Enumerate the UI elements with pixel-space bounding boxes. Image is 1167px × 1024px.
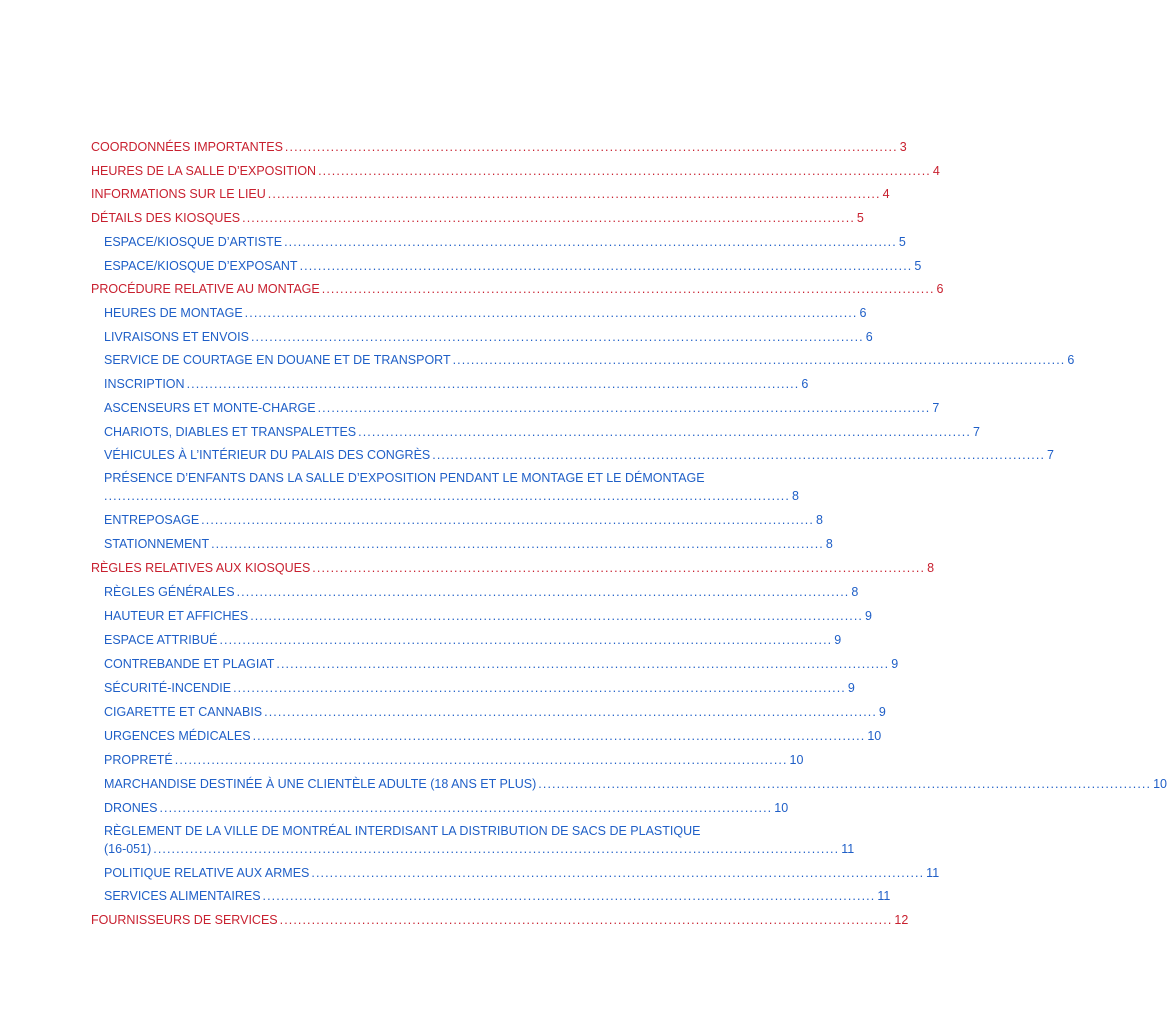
toc-entry-title: PROPRETÉ <box>104 753 173 767</box>
dot-leader: ...................................................................................................................................... <box>276 657 890 671</box>
toc-entry-title: SERVICE DE COURTAGE EN DOUANE ET DE TRANSPORT <box>104 353 451 367</box>
toc-entry-title: DÉTAILS DES KIOSQUES <box>91 211 241 225</box>
dot-leader: ...................................................................................................................................... <box>264 705 877 719</box>
dot-leader: ...................................................................................................................................... <box>262 889 876 903</box>
toc-entry-title: CHARIOTS, DIABLES ET TRANSPALETTES <box>104 425 357 439</box>
toc-entry-coordonnees[interactable] <box>91 139 907 156</box>
toc-entry-page: 4 <box>932 164 940 178</box>
toc-entry-page: 8 <box>927 561 935 575</box>
toc-entry-title: POLITIQUE RELATIVE AUX ARMES <box>104 866 310 880</box>
toc-entry-title: COORDONNÉES IMPORTANTES <box>91 140 283 154</box>
dot-leader: ...................................................................................................................................... <box>244 306 858 320</box>
toc-entry-page: 12 <box>894 913 909 927</box>
toc-entry-title: RÈGLES GÉNÉRALES <box>104 585 235 599</box>
toc-entry-title: INSCRIPTION <box>104 377 185 391</box>
toc-entry-page: 6 <box>865 330 873 344</box>
dot-leader: ...................................................................................................................................... <box>311 866 925 880</box>
toc-entry-espace-attribue[interactable] <box>104 632 842 649</box>
toc-entry-title: SÉCURITÉ-INCENDIE <box>104 681 232 695</box>
toc-entry-cigarette-cannabis[interactable] <box>104 704 886 721</box>
toc-entry-page: 7 <box>972 425 980 439</box>
toc-entry-livraisons[interactable] <box>104 329 873 346</box>
toc-entry-title: DRONES <box>104 801 158 815</box>
toc-entry-title: LIVRAISONS ET ENVOIS <box>104 330 249 344</box>
toc-entry-page: 6 <box>936 282 944 296</box>
toc-entry-page: 9 <box>878 705 886 719</box>
toc-entry-page: 5 <box>856 211 864 225</box>
toc-entry-inscription[interactable] <box>104 376 809 393</box>
dot-leader: ...................................................................................................................................... <box>312 561 926 575</box>
dot-leader: ...................................................................................................................................... <box>321 282 935 296</box>
dot-leader: ...................................................................................................................................... <box>242 211 855 225</box>
toc-entry-title: ENTREPOSAGE <box>104 513 200 527</box>
toc-entry-title: RÈGLES RELATIVES AUX KIOSQUES <box>91 561 311 575</box>
toc-entry-entreposage[interactable] <box>104 512 823 529</box>
toc-entry-heures-montage[interactable] <box>104 305 867 322</box>
toc-entry-page: 8 <box>791 489 799 503</box>
toc-entry-services-alimentaires[interactable] <box>104 888 891 905</box>
toc-entry-regles-generales[interactable] <box>104 584 859 601</box>
toc-entry-stationnement[interactable] <box>104 536 833 553</box>
toc-entry-title-continued: (16-051) <box>104 842 152 856</box>
toc-entry-title: HEURES DE LA SALLE D’EXPOSITION <box>91 164 317 178</box>
toc-entry-reglement-montreal[interactable] <box>104 823 855 858</box>
toc-entry-page: 10 <box>1153 777 1167 791</box>
toc-entry-marchandise-adulte[interactable] <box>104 776 1167 793</box>
dot-leader: ...................................................................................................................................... <box>284 140 898 154</box>
toc-entry-espace-exposant[interactable] <box>104 258 922 275</box>
toc-entry-title: VÉHICULES À L’INTÉRIEUR DU PALAIS DES CONGRÈS <box>104 448 431 462</box>
toc-entry-title: ESPACE/KIOSQUE D’ARTISTE <box>104 235 283 249</box>
toc-entry-title: RÈGLEMENT DE LA VILLE DE MONTRÉAL INTERDISANT LA DISTRIBUTION DE SACS DE PLASTIQUE <box>104 824 701 838</box>
toc-entry-page: 9 <box>847 681 855 695</box>
toc-entry-title: PRÉSENCE D’ENFANTS DANS LA SALLE D’EXPOSITION PENDANT LE MONTAGE ET LE DÉMONTAGE <box>104 471 705 485</box>
toc-entry-page: 5 <box>914 259 922 273</box>
dot-leader: ...................................................................................................................................... <box>250 330 864 344</box>
dot-leader: ...................................................................................................................................... <box>432 448 1046 462</box>
toc-entry-page: 10 <box>774 801 789 815</box>
dot-leader: ...................................................................................................................................... <box>267 187 881 201</box>
dot-leader: ...................................................................................................................................... <box>252 729 866 743</box>
toc-entry-page: 6 <box>801 377 809 391</box>
toc-entry-title: CIGARETTE ET CANNABIS <box>104 705 263 719</box>
toc-entry-page: 7 <box>1047 448 1054 462</box>
toc-entry-title: HEURES DE MONTAGE <box>104 306 243 320</box>
toc-entry-title: FOURNISSEURS DE SERVICES <box>91 913 278 927</box>
dot-leader: ...................................................................................................................................... <box>284 235 897 249</box>
toc-entry-page: 4 <box>882 187 890 201</box>
toc-entry-title: HAUTEUR ET AFFICHES <box>104 609 249 623</box>
toc-entry-proprete[interactable] <box>104 752 804 769</box>
toc-entry-page: 11 <box>841 842 855 856</box>
toc-entry-courtage[interactable] <box>104 352 1075 369</box>
toc-entry-page: 3 <box>899 140 907 154</box>
dot-leader: ...................................................................................................................................... <box>211 537 824 551</box>
toc-entry-chariots[interactable] <box>104 424 980 441</box>
dot-leader: ...................................................................................................................................... <box>201 513 814 527</box>
toc-entry-heures-salle[interactable] <box>91 163 940 180</box>
toc-entry-urgences-medicales[interactable] <box>104 728 882 745</box>
toc-entry-title: ESPACE ATTRIBUÉ <box>104 633 218 647</box>
toc-entry-page: 6 <box>859 306 867 320</box>
toc-entry-contrebande[interactable] <box>104 656 899 673</box>
toc-entry-page: 8 <box>825 537 833 551</box>
toc-entry-page: 11 <box>926 866 940 880</box>
dot-leader: ...................................................................................................................................... <box>299 259 913 273</box>
dot-leader: ...................................................................................................................................... <box>236 585 850 599</box>
toc-entry-page: 8 <box>815 513 823 527</box>
toc-entry-page: 6 <box>1067 353 1075 367</box>
toc-entry-fournisseurs[interactable] <box>91 912 909 929</box>
toc-entry-title: INFORMATIONS SUR LE LIEU <box>91 187 266 201</box>
toc-entry-page: 5 <box>898 235 906 249</box>
toc-entry-title: URGENCES MÉDICALES <box>104 729 251 743</box>
toc-entry-title: STATIONNEMENT <box>104 537 210 551</box>
dot-leader: ...................................................................................................................................... <box>358 425 971 439</box>
toc-entry-page: 9 <box>865 609 872 623</box>
toc-entry-details-kiosques[interactable] <box>91 210 864 227</box>
dot-leader: ...................................................................................................................................... <box>318 164 931 178</box>
dot-leader: ...................................................................................................................................... <box>174 753 788 767</box>
toc-entry-espace-artiste[interactable] <box>104 234 906 251</box>
toc-entry-securite-incendie[interactable] <box>104 680 855 697</box>
toc-entry-page: 10 <box>789 753 804 767</box>
toc-entry-hauteur-affiches[interactable] <box>104 608 872 625</box>
dot-leader: ...................................................................................................................................... <box>538 777 1152 791</box>
toc-entry-title: ESPACE/KIOSQUE D’EXPOSANT <box>104 259 298 273</box>
toc-entry-informations-lieu[interactable] <box>91 186 890 203</box>
toc-entry-title: CONTREBANDE ET PLAGIAT <box>104 657 275 671</box>
toc-entry-regles-kiosques[interactable] <box>91 560 935 577</box>
toc-entry-procedure-montage[interactable] <box>91 281 944 298</box>
toc-entry-politique-armes[interactable] <box>104 865 940 882</box>
dot-leader: ...................................................................................................................................... <box>279 913 893 927</box>
dot-leader: ...................................................................................................................................................... <box>104 489 790 503</box>
dot-leader: ...................................................................................................................................... <box>186 377 800 391</box>
toc-entry-ascenseurs[interactable] <box>104 400 940 417</box>
toc-entry-drones[interactable] <box>104 800 789 817</box>
toc-entry-page: 8 <box>851 585 859 599</box>
dot-leader: ...................................................................................................................................... <box>233 681 846 695</box>
toc-entry-presence-enfants[interactable] <box>104 470 799 505</box>
toc-entry-title: PROCÉDURE RELATIVE AU MONTAGE <box>91 282 320 296</box>
toc-entry-vehicules[interactable] <box>104 447 1054 464</box>
toc-entry-page: 9 <box>891 657 899 671</box>
toc-entry-title: ASCENSEURS ET MONTE-CHARGE <box>104 401 316 415</box>
toc-entry-page: 9 <box>834 633 842 647</box>
toc-entry-page: 11 <box>877 889 891 903</box>
dot-leader: ...................................................................................................................................... <box>317 401 931 415</box>
dot-leader: ...................................................................................................................................... <box>250 609 864 623</box>
toc-entry-page: 7 <box>932 401 940 415</box>
toc-entry-title: SERVICES ALIMENTAIRES <box>104 889 261 903</box>
dot-leader: ...................................................................................................................................... <box>219 633 833 647</box>
toc-entry-page: 10 <box>867 729 882 743</box>
dot-leader: ...................................................................................................................................... <box>159 801 773 815</box>
dot-leader: ...................................................................................................................................................... <box>153 842 840 856</box>
toc-entry-title: MARCHANDISE DESTINÉE À UNE CLIENTÈLE ADULTE (18 ANS ET PLUS) <box>104 777 537 791</box>
dot-leader: ...................................................................................................................................... <box>452 353 1066 367</box>
